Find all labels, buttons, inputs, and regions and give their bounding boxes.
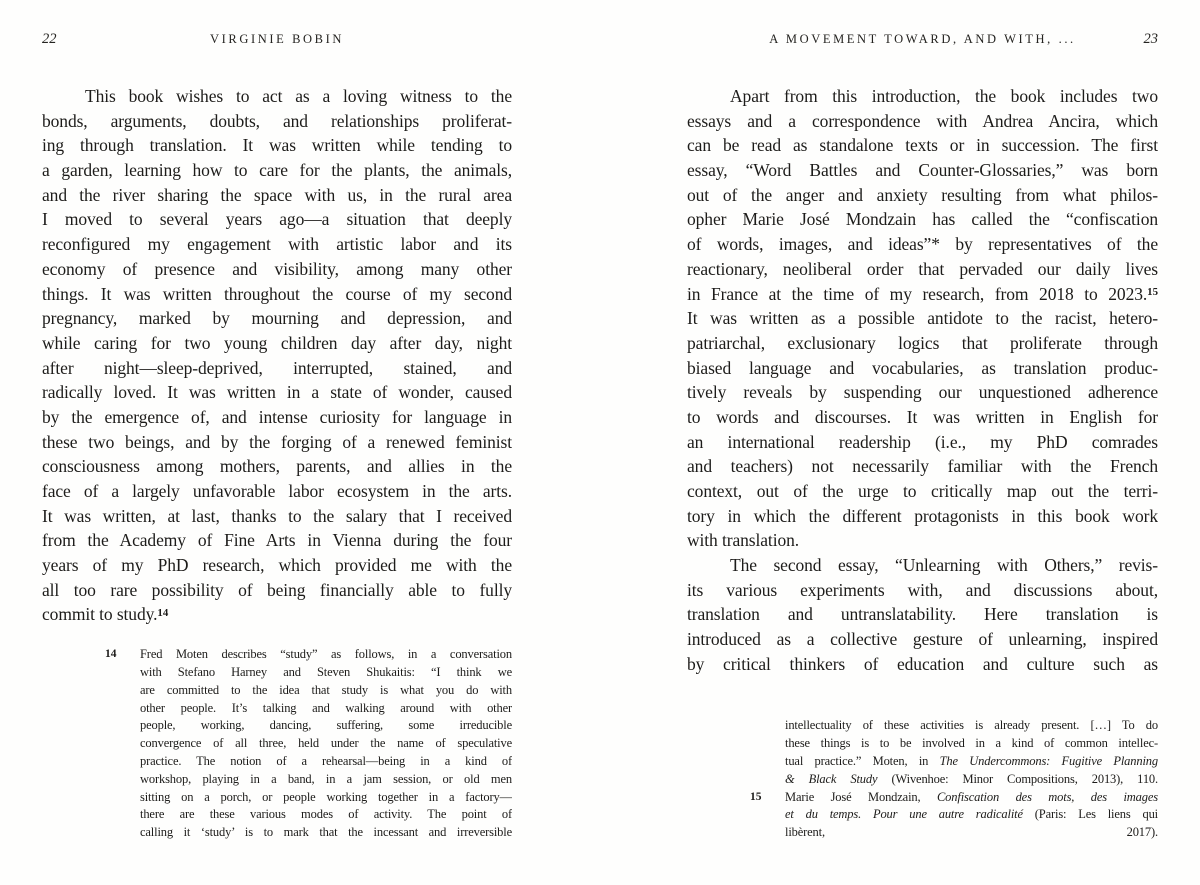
text-line: an international readership (i.e., my PhD comrades [687, 431, 1158, 452]
text-line: by critical thinkers of education and culture such as [687, 653, 1158, 674]
italic-text: et du temps. Pour une autre radicalité [785, 807, 1023, 822]
text-line: practice. The notion of a rehearsal—being in a kind of [140, 754, 512, 769]
footnote [750, 789, 1158, 842]
text-line: essays and a correspondence with Andrea Ancira, which [687, 110, 1158, 131]
text-line: pregnancy, marked by mourning and depression, and [42, 308, 512, 329]
text-line: translation and untranslatability. Here translation is [687, 604, 1158, 625]
text-line: tively reveals by suspending our unquestioned adherence [687, 382, 1158, 403]
footnote-marker: 15 [1147, 285, 1158, 298]
text-line: years of my PhD research, which provided me with the [42, 555, 512, 576]
text-line: & Black Study (Wivenhoe: Minor Compositions, 2013), 110. [785, 771, 1158, 786]
text-line: a garden, learning how to care for the plants, the animals, [42, 160, 512, 181]
text-line: economy of presence and visibility, among many other [42, 258, 512, 279]
footnote-number: 15 [750, 790, 762, 803]
text-line: these two beings, and by the forging of a renewed feminist [42, 431, 512, 452]
text-line: commit to study.$^{14}$ [42, 604, 169, 625]
footnote [105, 646, 512, 842]
text-line: and teachers) not necessarily familiar with the French [687, 456, 1158, 477]
italic-text: The Undercommons: Fugitive Planning [939, 754, 1158, 769]
body-text-left [42, 84, 512, 627]
text-line: to words and discourses. It was written in English for [687, 406, 1158, 427]
text-line: after night—sleep-deprived, interrupted, stained, and [42, 357, 512, 378]
page-header-left [42, 30, 512, 48]
text-line: face of a largely unfavorable labor ecosystem in the arts. [42, 481, 512, 501]
text-line: while caring for two young children day after day, night [42, 332, 512, 353]
text-line: workshop, playing in a band, in a jam session, or old men [140, 771, 512, 786]
text-line: It was written as a possible antidote to the racist, hetero- [687, 308, 1158, 329]
footnotes-left [105, 646, 512, 842]
footnote [750, 717, 1158, 788]
text-line: tory in which the different protagonists in this book work [687, 505, 1158, 526]
running-head-author: VIRGINIE BOBIN [210, 32, 344, 46]
body-text-right [687, 84, 1158, 677]
text-line: these things is to be involved in a kind of common intellec- [785, 736, 1158, 751]
text-line: calling it ‘study’ is to mark that the incessant and irreversible [140, 825, 512, 840]
text-line: libèrent, 2017). [785, 825, 1158, 840]
text-line: from the Academy of Fine Arts in Vienna during the four [42, 530, 512, 551]
text-line: with translation. [687, 530, 800, 551]
text-line: bonds, arguments, doubts, and relationships proliferat- [42, 110, 512, 131]
page-number-left: 22 [42, 31, 57, 47]
text-line: intellectuality of these activities is already present. […] To do [785, 718, 1158, 733]
footnote-marker: 14 [157, 606, 169, 619]
text-line: radically loved. It was written in a state of wonder, caused [42, 382, 512, 403]
text-line: Apart from this introduction, the book includes two [730, 86, 1158, 106]
text-line: can be read as standalone texts or in succession. The first [687, 135, 1158, 156]
text-line: there are these various modes of activity. The point of [140, 807, 512, 822]
page-number-right: 23 [1143, 31, 1158, 47]
text-line: out of the anger and anxiety resulting from what philos- [687, 184, 1158, 205]
text-line: sitting on a porch, or people working together in a factory— [140, 789, 512, 804]
text-line: ing through translation. It was written while tending to [42, 135, 512, 156]
text-line: in France at the time of my research, from 2018 to 2023.15 [687, 283, 1158, 304]
text-line: all too rare possibility of being financially able to fully [42, 579, 512, 600]
text-line: by the emergence of, and intense curiosity for language in [42, 406, 512, 427]
italic-text: Confiscation des mots, des images [936, 789, 1158, 804]
text-line: introduced as a collective gesture of unlearning, inspired [687, 629, 1158, 650]
text-line: Marie José Mondzain, Confiscation des mots, des images [785, 789, 1158, 804]
text-line: et du temps. Pour une autre radicalité (Paris: Les liens qui [785, 807, 1158, 822]
text-line: consciousness among mothers, parents, and allies in the [42, 456, 512, 477]
text-line: convergence of all three, held under the name of speculative [140, 736, 512, 751]
footnote-number: 14 [105, 648, 117, 661]
text-line: people, working, dancing, suffering, some irreducible [140, 718, 512, 733]
text-line: are committed to the idea that study is what you do with [140, 682, 512, 697]
text-line: its various experiments with, and discussions about, [687, 579, 1158, 600]
text-line: reconfigured my engagement with artistic labor and its [42, 234, 512, 255]
text-line: opher Marie José Mondzain has called the “confiscation [687, 209, 1158, 230]
page-header-right [687, 30, 1158, 48]
footnotes-right [750, 717, 1158, 842]
text-line: This book wishes to act as a loving witness to the [85, 86, 512, 106]
text-line: other people. It’s talking and walking around with other [140, 700, 512, 715]
text-line: and the river sharing the space with us, in the rural area [42, 184, 512, 205]
text-line: I moved to several years ago—a situation that deeply [42, 209, 512, 230]
text-line: things. It was written throughout the course of my second [42, 283, 512, 304]
page-right [600, 0, 1200, 885]
text-line: essay, “Word Battles and Counter-Glossaries,” was born [687, 160, 1158, 181]
italic-text: & Black Study [785, 771, 878, 786]
text-line: patriarchal, exclusionary logics that proliferate through [687, 332, 1158, 353]
text-line: Fred Moten describes “study” as follows, in a conversation [140, 647, 512, 662]
text-line: with Stefano Harney and Steven Shukaitis: “I think we [140, 665, 512, 680]
text-line: tual practice.” Moten, in The Undercommons: Fugitive Planning [785, 754, 1158, 769]
running-head-chapter: A MOVEMENT TOWARD, AND WITH, ... [769, 32, 1076, 46]
text-line: context, out of the urge to critically map out the terri- [687, 481, 1158, 501]
text-line: reactionary, neoliberal order that pervaded our daily lives [687, 258, 1158, 279]
text-line: biased language and vocabularies, as translation produc- [687, 357, 1158, 378]
text-line: It was written, at last, thanks to the salary that I received [42, 505, 512, 526]
text-line: The second essay, “Unlearning with Others,” revis- [730, 555, 1158, 576]
text-line: of words, images, and ideas”* by representatives of the [687, 234, 1158, 255]
